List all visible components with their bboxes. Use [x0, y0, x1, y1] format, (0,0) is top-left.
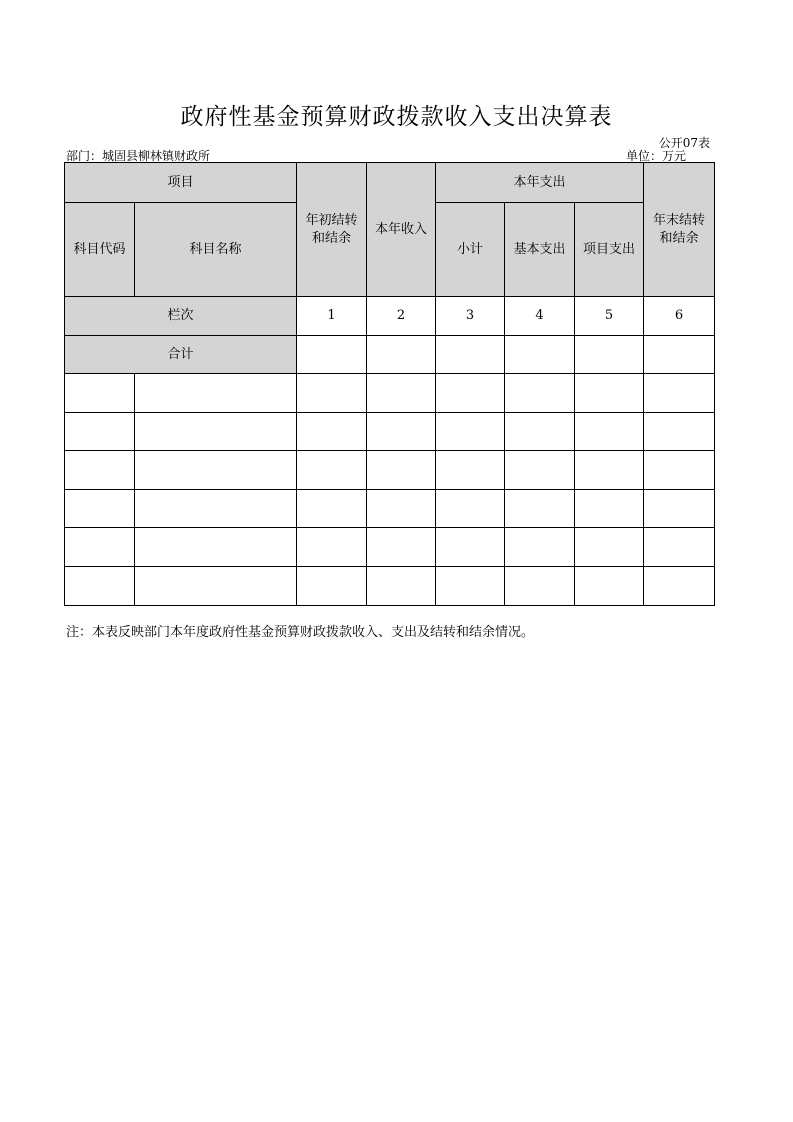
table-cell [65, 528, 135, 567]
table-cell [135, 451, 297, 490]
table-row [65, 413, 715, 451]
table-cell [65, 490, 135, 528]
table-cell [436, 451, 505, 490]
table-cell [135, 528, 297, 567]
header-project-expense: 项目支出 [575, 203, 644, 297]
table-cell [575, 336, 644, 374]
table-cell [436, 336, 505, 374]
table-cell [297, 374, 367, 413]
table-cell [367, 374, 436, 413]
table-cell [367, 528, 436, 567]
table-cell [644, 567, 715, 606]
table-row [65, 451, 715, 490]
header-opening-balance-text: 年初结转和结余 [305, 212, 358, 246]
header-name: 科目名称 [135, 203, 297, 297]
total-row [65, 336, 715, 374]
table-cell [297, 451, 367, 490]
table-cell [575, 374, 644, 413]
table-cell [575, 413, 644, 451]
table-cell [65, 374, 135, 413]
table-cell [135, 567, 297, 606]
table-cell [297, 490, 367, 528]
table-note: 注：本表反映部门本年度政府性基金预算财政拨款收入、支出及结转和结余情况。 [66, 625, 535, 640]
header-expense-group: 本年支出 [436, 163, 644, 203]
table-cell [644, 336, 715, 374]
table-cell [135, 413, 297, 451]
header-opening-balance [297, 163, 367, 297]
header-subtotal: 小计 [436, 203, 505, 297]
table-row [65, 528, 715, 567]
column-number: 3 [436, 297, 505, 336]
column-number-row [65, 297, 715, 336]
column-number: 5 [575, 297, 644, 336]
header-closing-balance [644, 163, 715, 297]
table-cell [575, 490, 644, 528]
table-cell [65, 567, 135, 606]
table-cell [65, 413, 135, 451]
department-label: 部门：城固县柳林镇财政所 [66, 149, 211, 163]
column-number: 1 [297, 297, 367, 336]
column-number: 2 [367, 297, 436, 336]
table-cell [436, 413, 505, 451]
column-number-label: 栏次 [65, 297, 297, 336]
table-cell [436, 374, 505, 413]
table-cell [367, 490, 436, 528]
table-cell [135, 490, 297, 528]
table-cell [297, 567, 367, 606]
table-cell [575, 567, 644, 606]
table-cell [367, 413, 436, 451]
header-income: 本年收入 [367, 163, 436, 297]
budget-table [64, 162, 715, 606]
page-title: 政府性基金预算财政拨款收入支出决算表 [180, 104, 613, 130]
table-cell [505, 374, 575, 413]
table-cell [297, 336, 367, 374]
table-row [65, 567, 715, 606]
table-cell [644, 528, 715, 567]
header-item-group: 项目 [65, 163, 297, 203]
table-cell [575, 528, 644, 567]
column-number: 6 [644, 297, 715, 336]
form-number: 公开07表 [658, 136, 710, 150]
unit-label: 单位：万元 [626, 149, 687, 163]
table-cell [367, 567, 436, 606]
table-row [65, 490, 715, 528]
table-cell [436, 490, 505, 528]
table-cell [644, 451, 715, 490]
total-label: 合计 [65, 336, 297, 374]
column-number: 4 [505, 297, 575, 336]
table-cell [505, 490, 575, 528]
table-cell [436, 567, 505, 606]
table-cell [644, 490, 715, 528]
table-cell [575, 451, 644, 490]
table-cell [644, 413, 715, 451]
header-closing-balance-text: 年末结转和结余 [653, 212, 706, 246]
table-cell [505, 336, 575, 374]
table-cell [505, 528, 575, 567]
header-code: 科目代码 [65, 203, 135, 297]
table-cell [367, 451, 436, 490]
table-cell [505, 451, 575, 490]
table-cell [505, 567, 575, 606]
table-cell [436, 528, 505, 567]
table-cell [367, 336, 436, 374]
table-row [65, 374, 715, 413]
table-cell [505, 413, 575, 451]
table-cell [644, 374, 715, 413]
table-cell [297, 413, 367, 451]
header-basic-expense: 基本支出 [505, 203, 575, 297]
table-cell [135, 374, 297, 413]
table-cell [65, 451, 135, 490]
table-cell [297, 528, 367, 567]
